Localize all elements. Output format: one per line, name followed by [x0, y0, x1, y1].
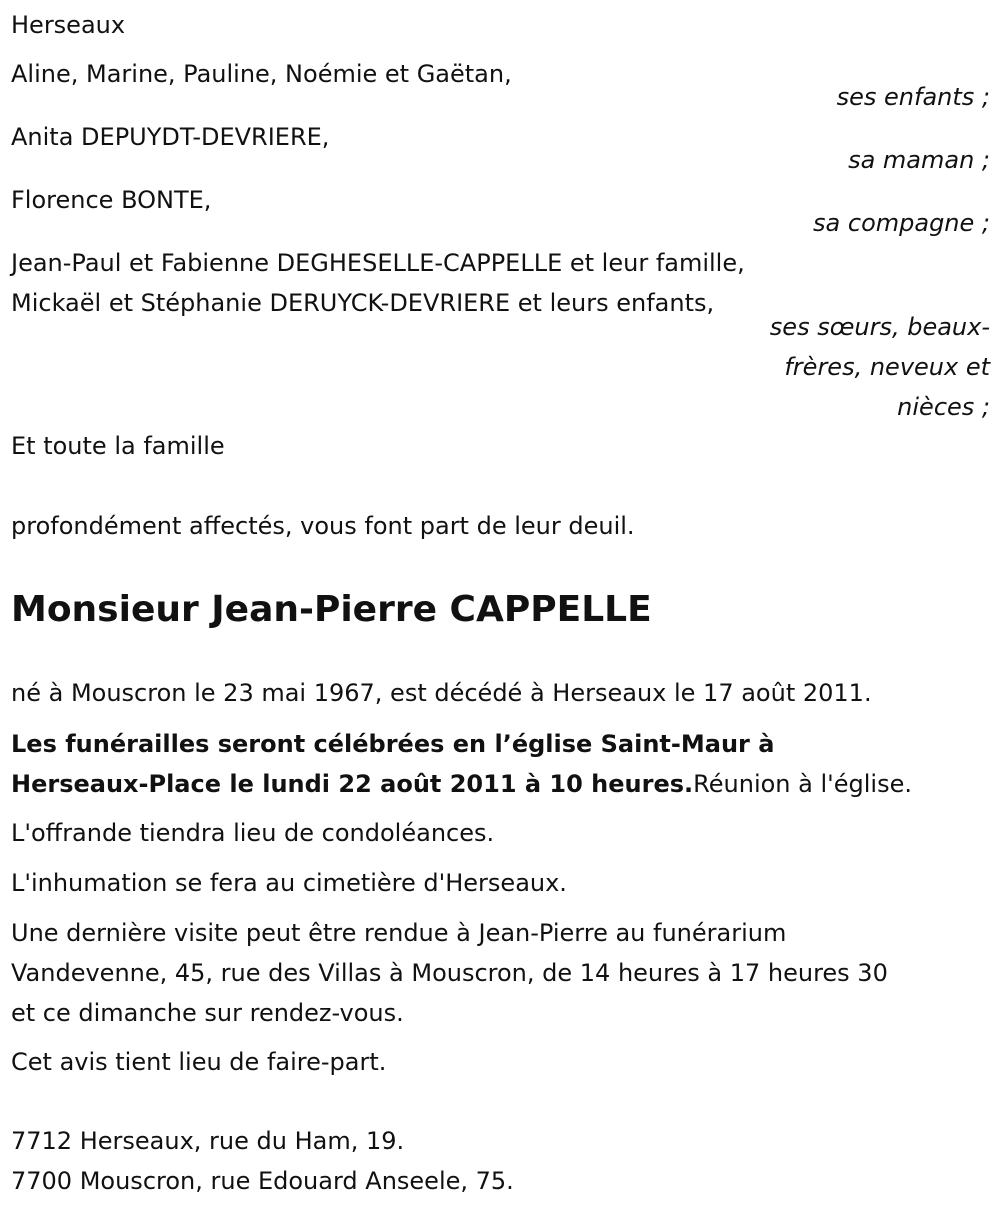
funeral-line-1: Les funérailles seront célébrées en l’église Saint-Maur à — [11, 730, 775, 758]
funeral-meeting: Réunion à l'église. — [693, 770, 912, 798]
address-herseaux: 7712 Herseaux, rue du Ham, 19. — [11, 1127, 405, 1155]
siblings-line-2: Mickaël et Stéphanie DERUYCK-DEVRIERE et leurs enfants, — [11, 289, 715, 317]
family-children-names: Aline, Marine, Pauline, Noémie et Gaëtan, — [11, 60, 512, 88]
siblings-role-line-1: ses sœurs, beaux- — [769, 313, 990, 341]
siblings-role-line-3: nièces ; — [897, 393, 990, 421]
family-partner-role: sa compagne ; — [813, 209, 990, 237]
funeral-line-2 — [11, 769, 912, 799]
siblings-role-line-2: frères, neveux et — [784, 353, 990, 381]
funeral-date-time: Herseaux-Place le lundi 22 août 2011 à 10 heures. — [11, 770, 694, 798]
header-location: Herseaux — [11, 11, 126, 39]
all-family: Et toute la famille — [11, 432, 225, 460]
burial-line: L'inhumation se fera au cimetière d'Herseaux. — [11, 869, 567, 897]
offering-line: L'offrande tiendra lieu de condoléances. — [11, 819, 495, 847]
family-partner-name: Florence BONTE, — [11, 186, 212, 214]
family-children-role: ses enfants ; — [836, 83, 990, 111]
birth-death-line: né à Mouscron le 23 mai 1967, est décédé à Herseaux le 17 août 2011. — [11, 679, 872, 707]
notice-line: Cet avis tient lieu de faire-part. — [11, 1048, 387, 1076]
visit-line-1: Une dernière visite peut être rendue à Jean-Pierre au funérarium — [11, 919, 787, 947]
visit-line-2: Vandevenne, 45, rue des Villas à Mouscron, de 14 heures à 17 heures 30 — [11, 959, 888, 987]
address-mouscron: 7700 Mouscron, rue Edouard Anseele, 75. — [11, 1167, 514, 1195]
visit-line-3: et ce dimanche sur rendez-vous. — [11, 999, 404, 1027]
deceased-name: Monsieur Jean-Pierre CAPPELLE — [11, 589, 652, 630]
siblings-line-1: Jean-Paul et Fabienne DEGHESELLE-CAPPELLE et leur famille, — [11, 249, 745, 277]
family-mother-name: Anita DEPUYDT-DEVRIERE, — [11, 123, 330, 151]
family-mother-role: sa maman ; — [848, 146, 990, 174]
announcement: profondément affectés, vous font part de leur deuil. — [11, 512, 635, 540]
